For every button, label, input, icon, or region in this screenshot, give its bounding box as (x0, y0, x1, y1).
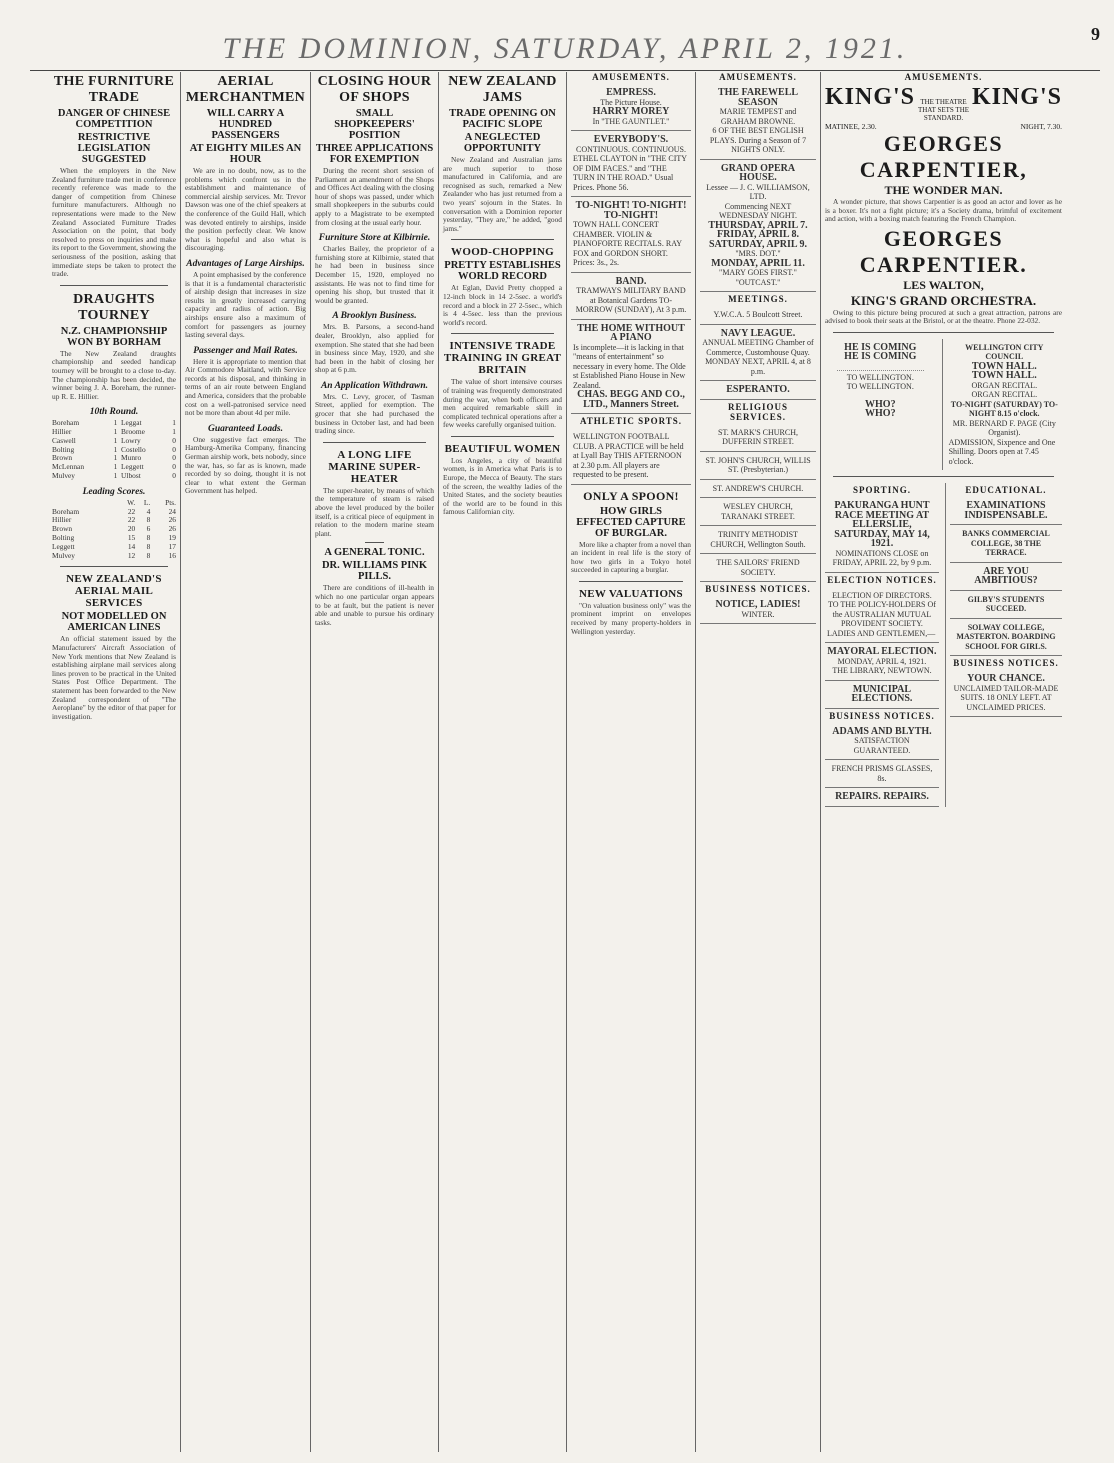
column-closing-hour (311, 70, 438, 1455)
subhead-chinese-competition: DANGER OF CHINESE COMPETITION (57, 108, 171, 130)
les-walton: LES WALTON, (903, 277, 984, 292)
georges-carpentier-title-2: GEORGES CARPENTIER. (859, 225, 1028, 277)
headline-aerial-merchantmen: AERIAL MERCHANTMEN (185, 74, 306, 105)
table-row: McLennan 1 Leggett 0 (52, 462, 176, 472)
section-amusements: AMUSEMENTS. (904, 72, 983, 82)
table-row: Caswell 1 Lowry 0 (52, 435, 176, 445)
subhead-mail-rates: Passenger and Mail Rates. (193, 345, 298, 356)
article-body: During the recent short session of Parliament an amendment of the Shops and Offices Act dealing with the closing hour of shops was passed, under which small shopkeepers in the suburbs could apply to a Magistrate to be exempted from closing at the usual early hour. (315, 166, 434, 227)
article-body: Owing to this picture being procured at such a great attraction, patrons are advised to book their seats at the Bristol, or at the theatre. Phone 22-032. (825, 307, 1062, 326)
headline-furniture-trade: THE FURNITURE TRADE (53, 74, 175, 105)
article-body: Here it is appropriate to mention that Air Commodore Maitland, with Service records at his disposal, and thinking in terms of an air route between England and America, considers that the probable cost on a well-patronised service need not be more than about 4d per mile. (185, 356, 306, 418)
subhead-eighty-miles: AT EIGHTY MILES AN HOUR (189, 143, 302, 165)
two-col-notices (825, 483, 1062, 807)
georges-carpentier-title: GEORGES CARPENTIER, (859, 131, 1028, 182)
divider (451, 436, 554, 437)
subhead-large-airships: Advantages of Large Airships. (186, 258, 305, 269)
column-amusements-1 (567, 70, 695, 1455)
subhead-restrictive-legislation: RESTRICTIVE LEGISLATION SUGGESTED (77, 132, 151, 165)
headline-aerial-mail: NEW ZEALAND'S AERIAL MAIL SERVICES (66, 573, 162, 610)
kings-orchestra: KING'S GRAND ORCHESTRA. (850, 292, 1037, 308)
subhead-three-applications: THREE APPLICATIONS FOR EXEMPTION (315, 143, 434, 165)
table-row: Hillier 1 Broome 1 (52, 427, 176, 437)
headline-only-a-spoon: ONLY A SPOON! (583, 488, 679, 503)
ad-town-hall: TO-NIGHT! TO-NIGHT! TO-NIGHT! TOWN HALL CONCERT CHAMBER. VIOLIN & PIANOFORTE RECITALS. RAY FOX and GORDON SHORT. Prices: 3s., 2s. (571, 197, 691, 273)
article-body: Mrs. B. Parsons, a second-hand dealer, Brooklyn, also applied for exemption. She stated that she had been in business since May, 1920, and she had been in the habit of closing her shop at 6 p.m. (315, 322, 434, 375)
table-row: Hillier 22 8 26 (52, 515, 176, 525)
article-body: Los Angeles, a city of beautiful women, is in America what Paris is to Europe, the Mecca of Beauty. The stars of the screen, the wealthy ladies of the United States, and the society beauties of the world are to be found in this famous Californian city. (443, 455, 562, 517)
article-body: When the employers in the New Zealand furniture trade met in conference recently reference was made to the danger of competition from Chinese furniture manufacturers. Although no representations were made to the New Zealand Associated Furniture Trades Association on the point, that body resolved to press on inquiries and make its report to the Government, showing the seriousness of the position, asking that immediate steps be taken to protect the trade. (52, 166, 176, 279)
kings-times: MATINEE, 2.30. NIGHT, 7.30. (825, 122, 1062, 131)
ad-wesley: WESLEY CHURCH, TARANAKI STREET. (700, 498, 816, 526)
ad-notice-ladies: NOTICE, LADIES! WINTER. (700, 596, 816, 624)
table-row: Bolting 15 8 19 (52, 533, 176, 543)
standings-label: Leading Scores. (82, 486, 146, 497)
divider (60, 285, 168, 286)
subhead-pacific-slope: TRADE OPENING ON PACIFIC SLOPE (449, 108, 556, 130)
table-row: Bolting 1 Costello 0 (52, 444, 176, 454)
kings-tagline: THE THEATRE THAT SETS THE STANDARD. (917, 98, 970, 122)
headline-closing-hour: CLOSING HOUR OF SHOPS (317, 74, 432, 105)
subhead-world-record: PRETTY ESTABLISHES WORLD RECORD (444, 260, 561, 283)
divider (579, 581, 683, 582)
table-row: Brown 1 Munro 0 (52, 453, 176, 463)
ad-sailors: THE SAILORS' FRIEND SOCIETY. (700, 554, 816, 582)
divider (833, 332, 1054, 333)
headline-marine-superheater: A LONG LIFE MARINE SUPER-HEATER (328, 448, 421, 485)
table-row: Boreham 1 Leggat 1 (52, 418, 176, 428)
kings-left: KING'S (825, 84, 916, 110)
sporting-election-business: SPORTING. PAKURANGA HUNT RACE MEETING AT ELLERSLIE, SATURDAY, MAY 14, 1921. NOMINATIONS CLOSE on FRIDAY, APRIL 22, by 9 p.m. ELECTION NOTICES. ELECTION OF DIRECTORS. TO THE POLICY-HOLDERS Of the AUSTRALIAN MUTUAL PROVIDENT SOCIETY. LADIES AND GENTLEMEN,— MAYORAL ELECTION. MONDAY, APRIL 4, 1921. THE LIBRARY, NEWTOWN. MUNICIPAL ELECTIONS. BUSINESS NOTICES. ADAMS AND BLYTH. SATISFACTION GUARANTEED. FRENCH PRISMS GLASSES, 8s. REPAIRS. REPAIRS. (825, 483, 939, 807)
ad-trinity: TRINITY METHODIST CHURCH, Wellington South. (700, 526, 816, 554)
ad-st-johns: ST. JOHN'S CHURCH, WILLIS ST. (Presbyterian.) (700, 452, 816, 480)
subhead-american-lines: NOT MODELLED ON AMERICAN LINES (61, 611, 167, 634)
kings-banner (825, 84, 1062, 122)
section-religious-services: RELIGIOUS SERVICES. (727, 401, 789, 422)
ad-he-is-coming: HE IS COMING HE IS COMING TO WELLINGTON. TO WELLINGTON. WHO? WHO? (825, 339, 936, 471)
round-label: 10th Round. (89, 407, 139, 418)
article-body: The super-heater, by means of which the temperature of steam is raised above the level produced by the boiler itself, is a critical piece of equipment in relation to the modern marine steam plant. (315, 485, 434, 538)
section-amusements: AMUSEMENTS. (719, 72, 797, 82)
article-body: At Eglan, David Pretty chopped a 12-inch block in 14 2-5sec. a world's record and a block in 27 2-5sec., which is 4 4-5sec. less than the previous world's record. (443, 283, 562, 327)
table-row: Mulvey 1 Ulbost 0 (52, 471, 176, 481)
ad-esperanto: ESPERANTO. (700, 381, 816, 400)
column-aerial-merchantmen (181, 70, 310, 1455)
subhead-small-shopkeepers: SMALL SHOPKEEPERS' POSITION (334, 108, 415, 141)
article-body: An official statement issued by the Manufacturers' Aircraft Association of New York mentions that New Zealand is establishing airplane mail services along lines proven to be practical in the United States Post Office Department. The statement has been forwarded to the New Zealand correspondent of "The Aeroplane" by the editor of that paper for investigation. (52, 634, 176, 721)
headline-trade-training: INTENSIVE TRADE TRAINING IN GREAT BRITAIN (443, 340, 562, 377)
column-furniture-trade (48, 70, 180, 1455)
ad-everybodys: EVERYBODY'S. CONTINUOUS. CONTINUOUS. ETHEL CLAYTON in "THE CITY OF DIM FACES." and "THE TURN IN THE ROAD." Usual Prices. Phone 56. (571, 131, 691, 197)
headline-wood-chopping: WOOD-CHOPPING (451, 246, 554, 259)
article-body: Charles Bailey, the proprietor of a furnishing store at Kilbirnie, stated that he had been in business since December 15, 1920, employed no assistants. He was not to find time for opening his shop, but trusted that it would be granted. (315, 244, 434, 305)
subhead-burglar: HOW GIRLS EFFECTED CAPTURE OF BURGLAR. (576, 505, 686, 539)
divider (323, 442, 426, 443)
headline-new-valuations: NEW VALUATIONS (579, 587, 683, 600)
article-body: New Zealand and Australian jams are much superior to those manufactured in California, and are recognised as such, remarked a New Zealander who has just returned from a two years' sojourn in the States. In conversation with a Dominion reporter yesterday, "They are," he added, "good jams." (443, 155, 562, 233)
standings-table (52, 499, 176, 561)
article-body: The value of short intensive courses of training was frequently demonstrated during the war, when both officers and men acquired remarkable skill in complicated technical operations after a few weeks carefully organised tuition. (443, 377, 562, 430)
divider (833, 476, 1054, 477)
divider (451, 333, 554, 334)
table-row: Boreham 22 4 24 (52, 506, 176, 516)
article-body: One suggestive fact emerges. The Hamburg-Amerika Company, financing German airship work, bets nobody, since the war, has, so far as is known, made recorded by so doing, thought it is not clear to what extent the German Government has helped. (185, 434, 306, 496)
subhead-hundred-passengers: WILL CARRY A HUNDRED PASSENGERS (206, 108, 285, 141)
ad-football-club: WELLINGTON FOOTBALL CLUB. A PRACTICE will be held at Lyall Bay THIS AFTERNOON at 2.30 p.m. All players are requested to be present. (571, 428, 691, 485)
wonder-man: THE WONDER MAN. (884, 183, 1003, 197)
divider (60, 566, 168, 567)
article-body: The New Zealand draughts championship and seeded handicap tourney will be brought to a close to-day. The championship has been decided, the winner being J. A. Boreham, the runner-up R. E. Hillier. (52, 348, 176, 401)
results-table (52, 419, 176, 481)
section-athletic-sports: ATHLETIC SPORTS. (579, 416, 683, 426)
article-body: "On valuation business only" was the prominent imprint on envelopes received by many property-holders in Wellington yesterday. (571, 600, 691, 636)
divider (451, 239, 554, 240)
educational-column: EDUCATIONAL. EXAMINATIONS INDISPENSABLE. BANKS COMMERCIAL COLLEGE, 38 THE TERRACE. ARE YOU AMBITIOUS? GILBY'S STUDENTS SUCCEED. SOLWAY COLLEGE, MASTERTON. BOARDING SCHOOL FOR GIRLS. BUSINESS NOTICES. YOUR CHANCE. UNCLAIMED TAILOR-MADE SUITS. 18 ONLY LEFT. AT UNCLAIMED PRICES. (945, 483, 1062, 807)
ad-empress: EMPRESS. The Picture House. HARRY MOREY In "THE GAUNTLET." (571, 84, 691, 131)
ad-farewell-season: THE FAREWELL SEASON MARIE TEMPEST and GRAHAM BROWNE. 6 OF THE BEST ENGLISH PLAYS. During a Season of 7 NIGHTS ONLY. (700, 84, 816, 160)
page-number: 9 (1091, 24, 1100, 44)
article-body: Mrs. C. Levy, grocer, of Tasman Street, applied for exemption. The grocer that she had purchased the business in October last, and had been trading since. (315, 391, 434, 436)
column-amusements-2 (696, 70, 820, 1455)
subhead-kilbirnie: Furniture Store at Kilbirnie. (318, 233, 431, 244)
ad-st-andrews: ST. ANDREW'S CHURCH. (700, 480, 816, 499)
article-body: We are in no doubt, now, as to the problems which confront us in the establishment and maintenance of commercial airship services. Mr. Trevor Dawson was one of the chief speakers at the conference of the Guild Hall, which was devoted entirely to airships, inside the position perfectly clear. We know what is hopeful and also what is discouraging. (185, 166, 306, 253)
column-amusements-3 (821, 70, 1066, 1455)
ad-piano: THE HOME WITHOUT A PIANO Is incomplete—it is lacking in that "means of entertainment" so necessary in every home. The Olde st Established Piano House in New Zealand. CHAS. BEGG AND CO., LTD., Manners Street. (571, 320, 691, 415)
section-amusements: AMUSEMENTS. (592, 72, 670, 82)
ad-ywca: Y.W.C.A. 5 Boulcott Street. (700, 306, 816, 325)
ad-navy-league: NAVY LEAGUE. ANNUAL MEETING Chamber of Commerce, Customhouse Quay. MONDAY NEXT, APRIL 4, at 8 p.m. (700, 325, 816, 382)
masthead-title: THE DOMINION, SATURDAY, APRIL 2, 1921. (222, 32, 908, 65)
subhead-withdrawn: An Application Withdrawn. (320, 380, 429, 391)
kings-right: KING'S (971, 84, 1062, 110)
table-row: Mulvey 12 8 16 (52, 550, 176, 560)
headline-general-tonic: A GENERAL TONIC. (324, 547, 425, 559)
ad-grand-opera-house: GRAND OPERA HOUSE. Lessee — J. C. WILLIAMSON, LTD. Commencing NEXT WEDNESDAY NIGHT. THURSDAY, APRIL 7. FRIDAY, APRIL 8. SATURDAY, APRIL 9. "MRS. DOT." MONDAY, APRIL 11. "MARY GOES FIRST." "OUTCAST." (700, 160, 816, 293)
article-body: A point emphasised by the conference is that it is a fundamental characteristic of airship design that increases in size results in greatly increased carrying capacity and radius of action. Big airships ensure also a maximum of comfort for passengers as journey lasting several days. (185, 269, 306, 340)
ad-organ-recital: WELLINGTON CITY COUNCIL TOWN HALL. TOWN HALL. ORGAN RECITAL. ORGAN RECITAL. TO-NIGHT (SATURDAY) TO-NIGHT 8.15 o'clock. MR. BERNARD F. PAGE (City Organist). ADMISSION, Sixpence and One Shilling. Doors open at 7.45 o'clock. (942, 339, 1062, 471)
article-body: More like a chapter from a novel than an incident in real life is the story of how two girls in a Tokyo hotel succeeded in capturing a burglar. (571, 539, 691, 575)
table-row: Leggett 14 8 17 (52, 541, 176, 551)
subhead-brooklyn: A Brooklyn Business. (332, 311, 417, 322)
two-col-ads (825, 339, 1062, 471)
headline-nz-jams: NEW ZEALAND JAMS (448, 74, 557, 105)
ad-band: BAND. TRAMWAYS MILITARY BAND at Botanical Gardens TO-MORROW (SUNDAY), At 3 p.m. (571, 273, 691, 320)
table-row: Brown 20 6 26 (52, 524, 176, 534)
table-header-row: W. L. Pts. (127, 497, 176, 507)
section-meetings: MEETINGS. (728, 294, 788, 304)
headline-draughts-tourney: DRAUGHTS TOURNEY (73, 291, 155, 323)
ad-st-marks: ST. MARK'S CHURCH, DUFFERIN STREET. (700, 424, 816, 452)
section-business-notices: BUSINESS NOTICES. (705, 584, 811, 594)
headline-beautiful-women: BEAUTIFUL WOMEN (444, 442, 561, 455)
divider (365, 542, 384, 543)
subhead-pink-pills: DR. WILLIAMS PINK PILLS. (321, 560, 428, 583)
article-body: A wonder picture, that shows Carpentier is as good an actor and lover as he is a boxer. It's not a fight picture; it's a Society drama, brimful of excitement and action, with a boxing match featuring the French Champion. (825, 197, 1062, 224)
masthead (30, 10, 1100, 68)
subhead-guaranteed-loads: Guaranteed Loads. (208, 423, 283, 434)
column-nz-jams (439, 70, 566, 1455)
subhead-championship: N.Z. CHAMPIONSHIP WON BY BORHAM (60, 325, 168, 348)
article-body: There are conditions of ill-health in which no one particular organ appears to be at fault, but the patient is never able and unable to pursue his ordinary tasks. (315, 583, 434, 627)
subhead-neglected-opportunity: A NEGLECTED OPPORTUNITY (463, 132, 542, 154)
